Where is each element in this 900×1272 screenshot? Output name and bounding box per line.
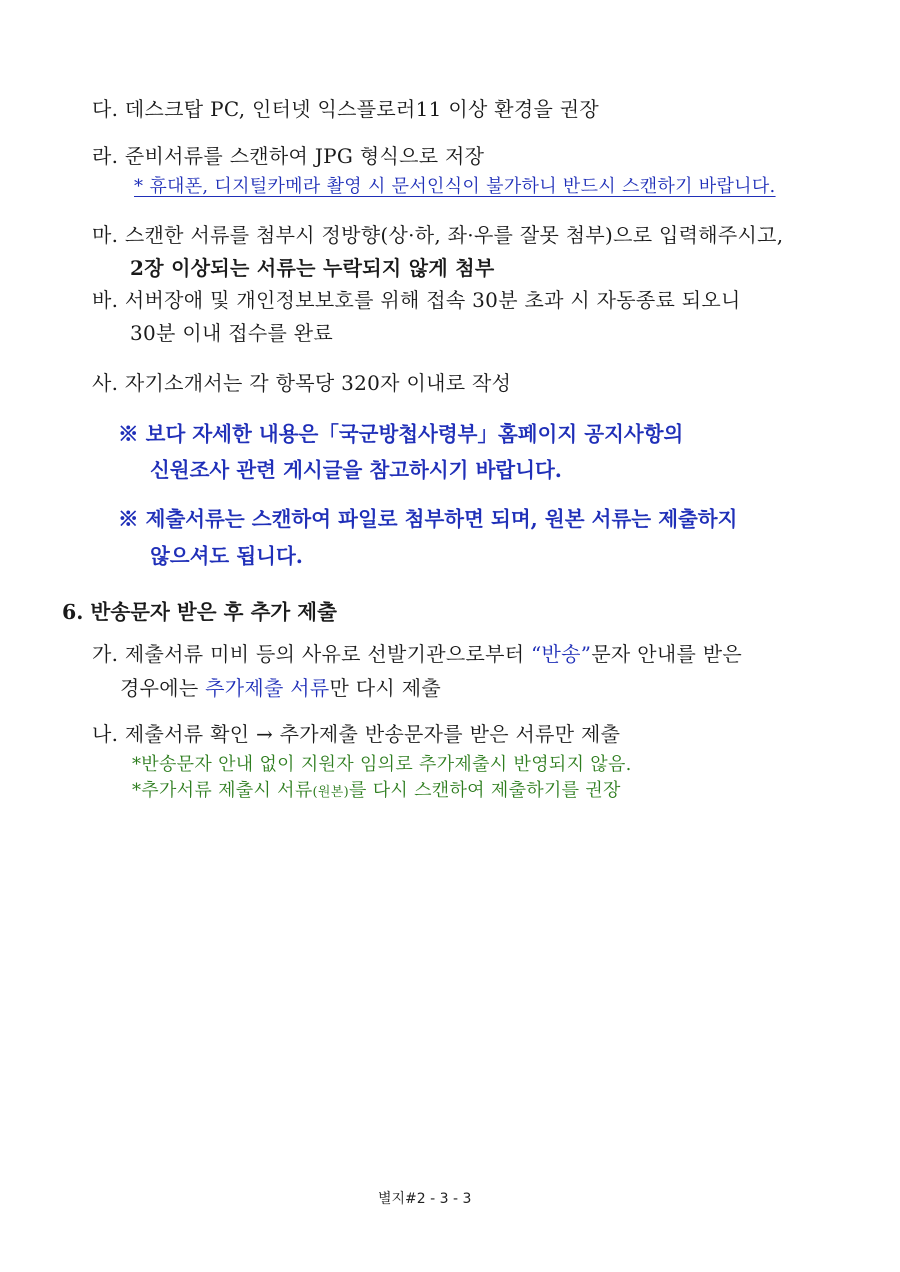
item-ga-line1-tail: 문자 안내를 받은	[591, 642, 742, 666]
item-sa: 사. 자기소개서는 각 항목당 320자 이내로 작성	[92, 371, 512, 395]
notice-2-line2: 않으셔도 됩니다.	[150, 544, 303, 568]
note-return-sms: *반송문자 안내 없이 지원자 임의로 추가제출시 반영되지 않음.	[132, 754, 632, 775]
section-6-title: 6. 반송문자 받은 후 추가 제출	[62, 600, 337, 624]
item-ga-line2-tail: 만 다시 제출	[329, 676, 441, 700]
note-rescan-tail: 를 다시 스캔하여 제출하기를 권장	[349, 780, 621, 801]
note-original-label: (원본)	[312, 785, 350, 800]
item-ba-line2: 30분 이내 접수를 완료	[130, 321, 333, 345]
notice-1-line1: ※ 보다 자세한 내용은「국군방첩사령부」홈페이지 공지사항의	[118, 422, 684, 446]
item-ra-note: * 휴대폰, 디지털카메라 촬영 시 문서인식이 불가하니 반드시 스캔하기 바랍니다.	[134, 176, 776, 197]
item-da: 다. 데스크탑 PC, 인터넷 익스플로러11 이상 환경을 권장	[92, 97, 600, 121]
item-ma-line1: 마. 스캔한 서류를 첨부시 정방향(상·하, 좌·우를 잘못 첨부)으로 입력해주시고,	[92, 223, 784, 247]
item-ga-line2	[120, 678, 441, 698]
notice-2-line1: ※ 제출서류는 스캔하여 파일로 첨부하면 되며, 원본 서류는 제출하지	[118, 507, 738, 531]
additional-docs-highlight: 추가제출 서류	[205, 676, 330, 700]
item-ra: 라. 준비서류를 스캔하여 JPG 형식으로 저장	[92, 144, 485, 168]
item-ma-line2: 2장 이상되는 서류는 누락되지 않게 첨부	[130, 256, 495, 280]
item-na: 나. 제출서류 확인 → 추가제출 반송문자를 받은 서류만 제출	[92, 722, 621, 746]
notice-1-line2: 신원조사 관련 게시글을 참고하시기 바랍니다.	[150, 458, 562, 482]
note-rescan-text: *추가서류 제출시 서류	[132, 780, 313, 801]
item-ga-line1-text: 가. 제출서류 미비 등의 사유로 선발기관으로부터	[92, 642, 532, 666]
item-ga-line2-text: 경우에는	[120, 676, 206, 700]
page-footer: 별지#2 - 3 - 3	[378, 1191, 472, 1207]
item-ba-line1: 바. 서버장애 및 개인정보보호를 위해 접속 30분 초과 시 자동종료 되오니	[92, 288, 741, 312]
note-rescan	[132, 782, 621, 800]
item-ga-line1	[92, 644, 742, 664]
return-sms-highlight: “반송”	[531, 642, 592, 666]
